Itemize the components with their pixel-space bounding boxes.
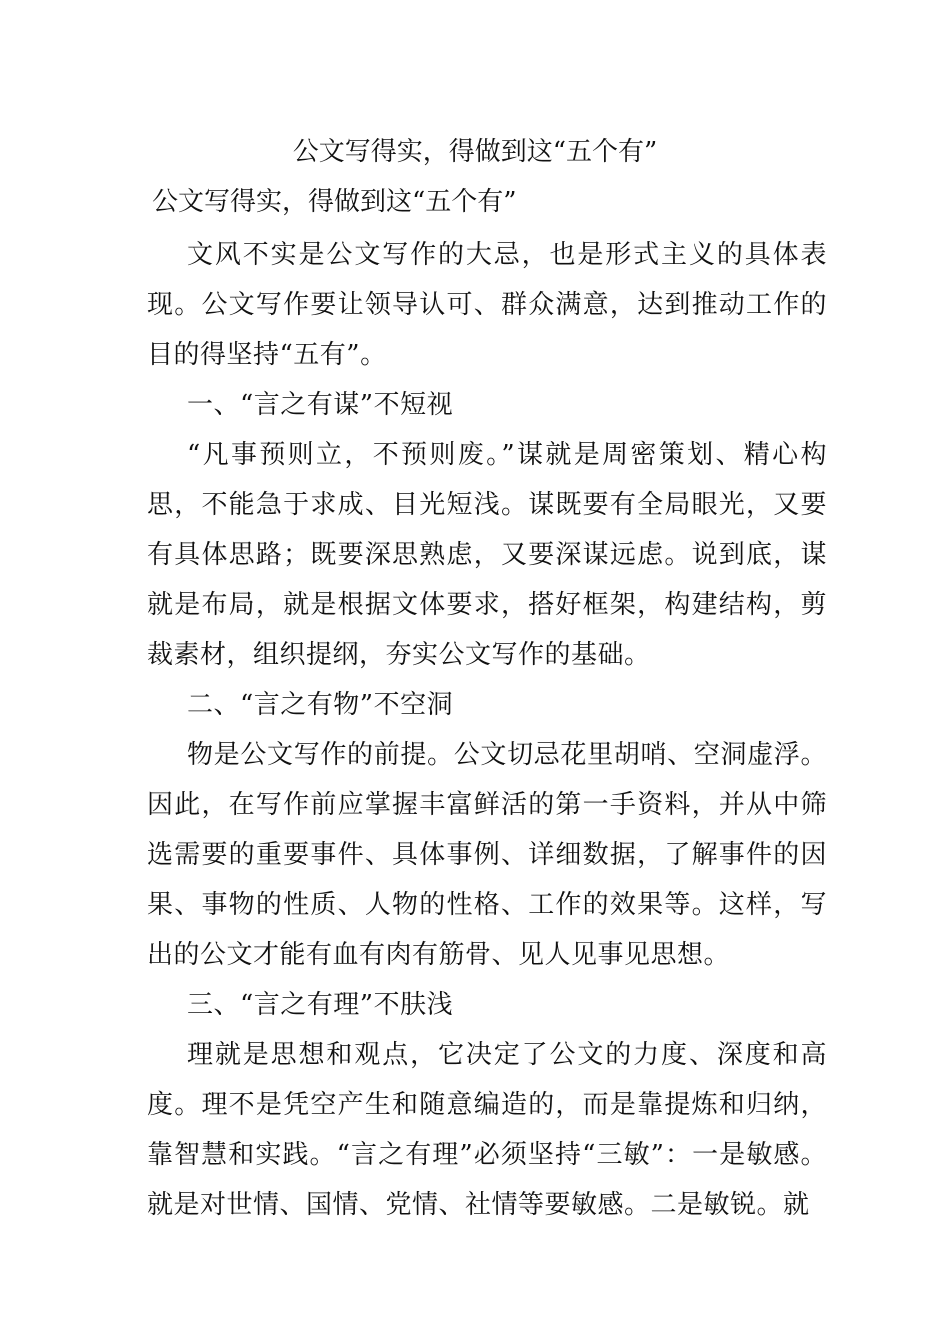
paragraph-section-3: 理就是思想和观点，它决定了公文的力度、深度和高度。理不是凭空产生和随意编造的，而是靠提炼和归纳，靠智慧和实践。“言之有理”必须坚持“三敏”：一是敏感。就是对世情、国情、党情、社情等要敏感。二是敏锐。就 xyxy=(147,1040,827,1220)
document-title: 公文写得实，得做到这“五个有” xyxy=(292,137,658,167)
document-subtitle: 公文写得实，得做到这“五个有” xyxy=(152,187,517,217)
paragraph-intro: 文风不实是公文写作的大忌，也是形式主义的具体表现。公文写作要让领导认可、群众满意，达到推动工作的目的得坚持“五有”。 xyxy=(147,240,827,370)
document-body xyxy=(147,230,827,1230)
paragraph-section-1: “凡事预则立，不预则废。”谋就是周密策划、精心构思，不能急于求成、目光短浅。谋既要有全局眼光，又要有具体思路；既要深思熟虑，又要深谋远虑。说到底，谋就是布局，就是根据文体要求，搭好框架，构建结构，剪裁素材，组织提纲，夯实公文写作的基础。 xyxy=(147,440,827,670)
section-heading-2: 二、“言之有物”不空洞 xyxy=(187,690,454,720)
paragraph-section-2: 物是公文写作的前提。公文切忌花里胡哨、空洞虚浮。因此，在写作前应掌握丰富鲜活的第一手资料，并从中筛选需要的重要事件、具体事例、详细数据，了解事件的因果、事物的性质、人物的性格、工作的效果等。这样，写出的公文才能有血有肉有筋骨、见人见事见思想。 xyxy=(147,740,827,970)
section-heading-1: 一、“言之有谋”不短视 xyxy=(187,390,454,420)
section-heading-3: 三、“言之有理”不肤浅 xyxy=(187,990,454,1020)
